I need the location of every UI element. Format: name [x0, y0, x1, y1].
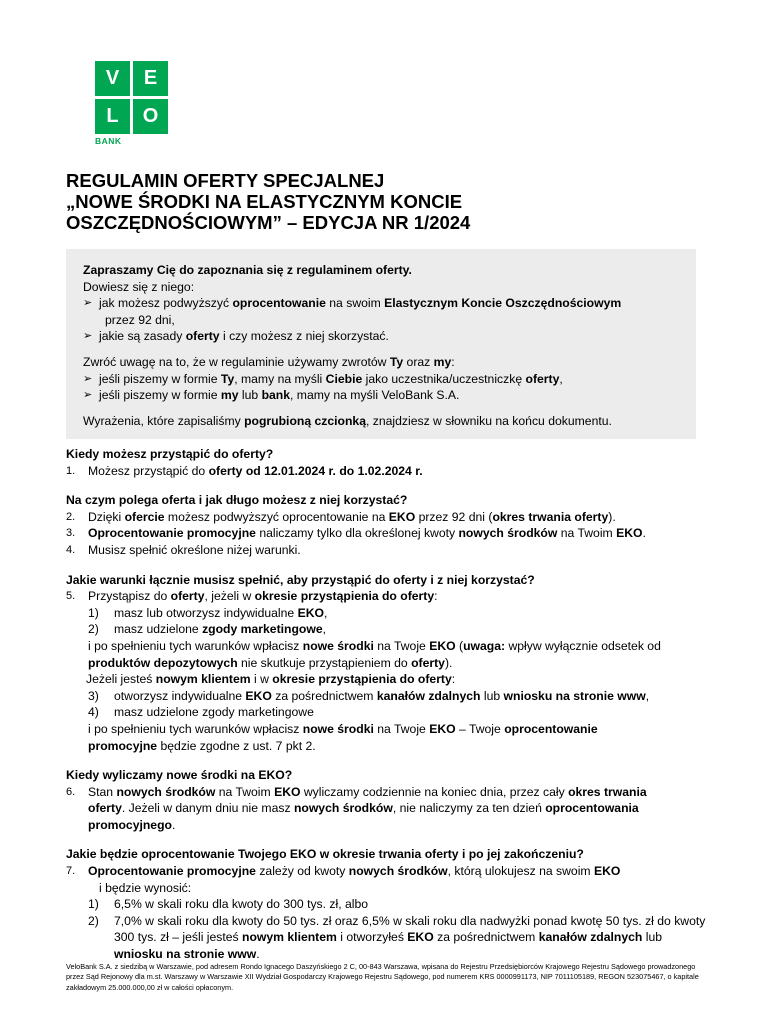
section-new-funds	[66, 767, 706, 833]
conditions-paragraph: Jeżeli jesteś nowym klientem i w okresie przystąpienia do oferty:	[86, 672, 456, 687]
conditions-paragraph: i po spełnieniu tych warunków wpłacisz nowe środki na Twoje EKO – Twoje oprocentowanie promocyjne będzie zgodne z ust. 7 pkt 2.	[88, 721, 598, 753]
document-title	[66, 170, 706, 233]
numbered-item	[66, 463, 706, 480]
velobank-logo	[95, 61, 169, 146]
intro-bullet	[83, 371, 682, 388]
intro-bullet	[83, 295, 682, 328]
condition-item	[66, 605, 706, 622]
rate-number: 1)	[88, 897, 99, 912]
item-text: Oprocentowanie promocyjne naliczamy tylko dla określonej kwoty nowych środków na Twoim EKO.	[88, 526, 646, 541]
company-footer: VeloBank S.A. z siedzibą w Warszawie, pod adresem Rondo Ignacego Daszyńskiego 2 C, 00-843 Warszawa, wpisana do Rejestru Przedsiębiorców Krajowego Rejestru Sądowego prowadzonego przez Sąd Rejonowy dla m.st. Warszawy w Warszawie XII Wydział Gospodarczy Krajowego Rejestru Sądowego, pod numerem KRS 0000991173, NIP 7011105189, REGON 523075467, o kapitale zakładowym 25.000.000,00 zł w całości opłaconym.	[66, 962, 699, 992]
document-body	[66, 446, 706, 963]
arrow-bullet-icon: ➢	[83, 389, 93, 402]
section-interest-rate	[66, 846, 706, 962]
item-number: 6.	[66, 785, 76, 798]
intro-bullet	[83, 387, 682, 404]
logo-tile	[95, 99, 130, 134]
logo-tile	[133, 99, 168, 134]
rate-text: 6,5% w skali roku dla kwoty do 300 tys. zł, albo	[114, 897, 369, 912]
section-heading: Jakie będzie oprocentowanie Twojego EKO w okresie trwania oferty i po jej zakończeniu?	[66, 847, 584, 862]
arrow-bullet-icon: ➢	[83, 372, 93, 385]
condition-item	[66, 688, 706, 705]
numbered-item	[66, 525, 706, 542]
condition-number: 3)	[88, 688, 99, 703]
numbered-item	[66, 509, 706, 526]
section-heading: Na czym polega oferta i jak długo możesz z niej korzystać?	[66, 493, 408, 508]
logo-letter: O	[142, 105, 159, 127]
condition-item	[66, 704, 706, 721]
bullet-text: jeśli piszemy w formie Ty, mamy na myśli Ciebie jako uczestnika/uczestniczkę oferty,	[99, 371, 563, 386]
numbered-item	[66, 542, 706, 559]
bullet-text: jakie są zasady oferty i czy możesz z niej skorzystać.	[99, 329, 389, 344]
arrow-bullet-icon: ➢	[83, 297, 93, 310]
numbered-item	[66, 863, 706, 896]
title-line: REGULAMIN OFERTY SPECJALNEJ	[66, 170, 385, 191]
title-line: „NOWE ŚRODKI NA ELASTYCZNYM KONCIE	[66, 191, 463, 212]
section-join-period	[66, 446, 706, 479]
section-heading: Kiedy możesz przystąpić do oferty?	[66, 447, 274, 461]
item-number: 3.	[66, 527, 76, 540]
condition-text: masz lub otworzysz indywidualne EKO,	[114, 605, 328, 620]
item-text: Musisz spełnić określone niżej warunki.	[88, 542, 301, 557]
section-heading: Kiedy wyliczamy nowe środki na EKO?	[66, 768, 293, 783]
item-number: 4.	[66, 543, 76, 556]
intro-learn: Dowiesz się z niego:	[83, 279, 195, 294]
bullet-text: jeśli piszemy w formie my lub bank, mamy na myśli VeloBank S.A.	[99, 388, 460, 403]
item-text: Oprocentowanie promocyjne zależy od kwoty nowych środków, którą ulokujesz na swoim EKO i będzie wynosić:	[88, 864, 621, 895]
item-number: 7.	[66, 865, 76, 878]
logo-bank-label: BANK	[95, 136, 122, 146]
logo-tile	[133, 61, 168, 96]
condition-number: 4)	[88, 705, 99, 720]
logo-letter: V	[105, 67, 120, 89]
section-heading: Jakie warunki łącznie musisz spełnić, aby przystąpić do oferty i z niej korzystać?	[66, 572, 535, 587]
logo-grid	[95, 61, 169, 134]
condition-item	[66, 621, 706, 638]
item-text: Możesz przystąpić do oferty od 12.01.2024 r. do 1.02.2024 r.	[88, 463, 423, 478]
intro-box	[66, 249, 696, 439]
bullet-text: jak możesz podwyższyć oprocentowanie na swoim Elastycznym Koncie Oszczędnościowym przez 92 dni,	[99, 296, 622, 327]
intro-glossary-note: Wyrażenia, które zapisaliśmy pogrubioną czcionką, znajdziesz w słowniku na końcu dokumentu.	[83, 413, 612, 428]
item-number: 2.	[66, 510, 76, 523]
title-line: OSZCZĘDNOŚCIOWYM” – EDYCJA NR 1/2024	[66, 212, 471, 233]
section-conditions	[66, 572, 706, 755]
item-text: Stan nowych środków na Twoim EKO wyliczamy codziennie na koniec dnia, przez cały okres trwania oferty. Jeżeli w danym dniu nie masz nowych środków, nie naliczymy za ten dzień oprocentowania promocyjnego.	[88, 784, 647, 832]
rate-item	[66, 913, 706, 963]
logo-tile	[95, 61, 130, 96]
item-text: Dzięki ofercie możesz podwyższyć oprocentowanie na EKO przez 92 dni (okres trwania oferty).	[88, 509, 616, 524]
item-text: Przystąpisz do oferty, jeżeli w okresie przystąpienia do oferty:	[88, 589, 438, 604]
intro-bullet	[83, 328, 682, 345]
logo-letter: E	[143, 67, 158, 89]
intro-note: Zwróć uwagę na to, że w regulaminie używamy zwrotów Ty oraz my:	[83, 354, 455, 369]
intro-heading: Zapraszamy Cię do zapoznania się z regulaminem oferty.	[83, 263, 412, 277]
condition-number: 2)	[88, 622, 99, 637]
rate-item	[66, 896, 706, 913]
condition-text: masz udzielone zgody marketingowe,	[114, 622, 327, 637]
section-offer-duration	[66, 492, 706, 558]
condition-text: otworzysz indywidualne EKO za pośrednictwem kanałów zdalnych lub wniosku na stronie www,	[114, 688, 650, 703]
conditions-paragraph: i po spełnieniu tych warunków wpłacisz nowe środki na Twoje EKO (uwaga: wpływ wyłącznie odsetek od produktów depozytowych nie skutkuje przystąpieniem do oferty).	[88, 638, 661, 670]
item-number: 1.	[66, 464, 76, 477]
logo-letter: L	[106, 105, 119, 127]
arrow-bullet-icon: ➢	[83, 330, 93, 343]
item-number: 5.	[66, 590, 76, 603]
numbered-item	[66, 588, 706, 605]
condition-text: masz udzielone zgody marketingowe	[114, 705, 314, 720]
rate-number: 2)	[88, 913, 99, 928]
numbered-item	[66, 784, 706, 834]
rate-text: 7,0% w skali roku dla kwoty do 50 tys. zł oraz 6,5% w skali roku dla nadwyżki ponad kwotę 50 tys. zł do kwoty 300 tys. zł – jeśli jesteś nowym klientem i otworzyłeś EKO za pośrednictwem kanałów zdalnych lub wniosku na stronie www.	[114, 913, 706, 962]
condition-number: 1)	[88, 605, 99, 620]
